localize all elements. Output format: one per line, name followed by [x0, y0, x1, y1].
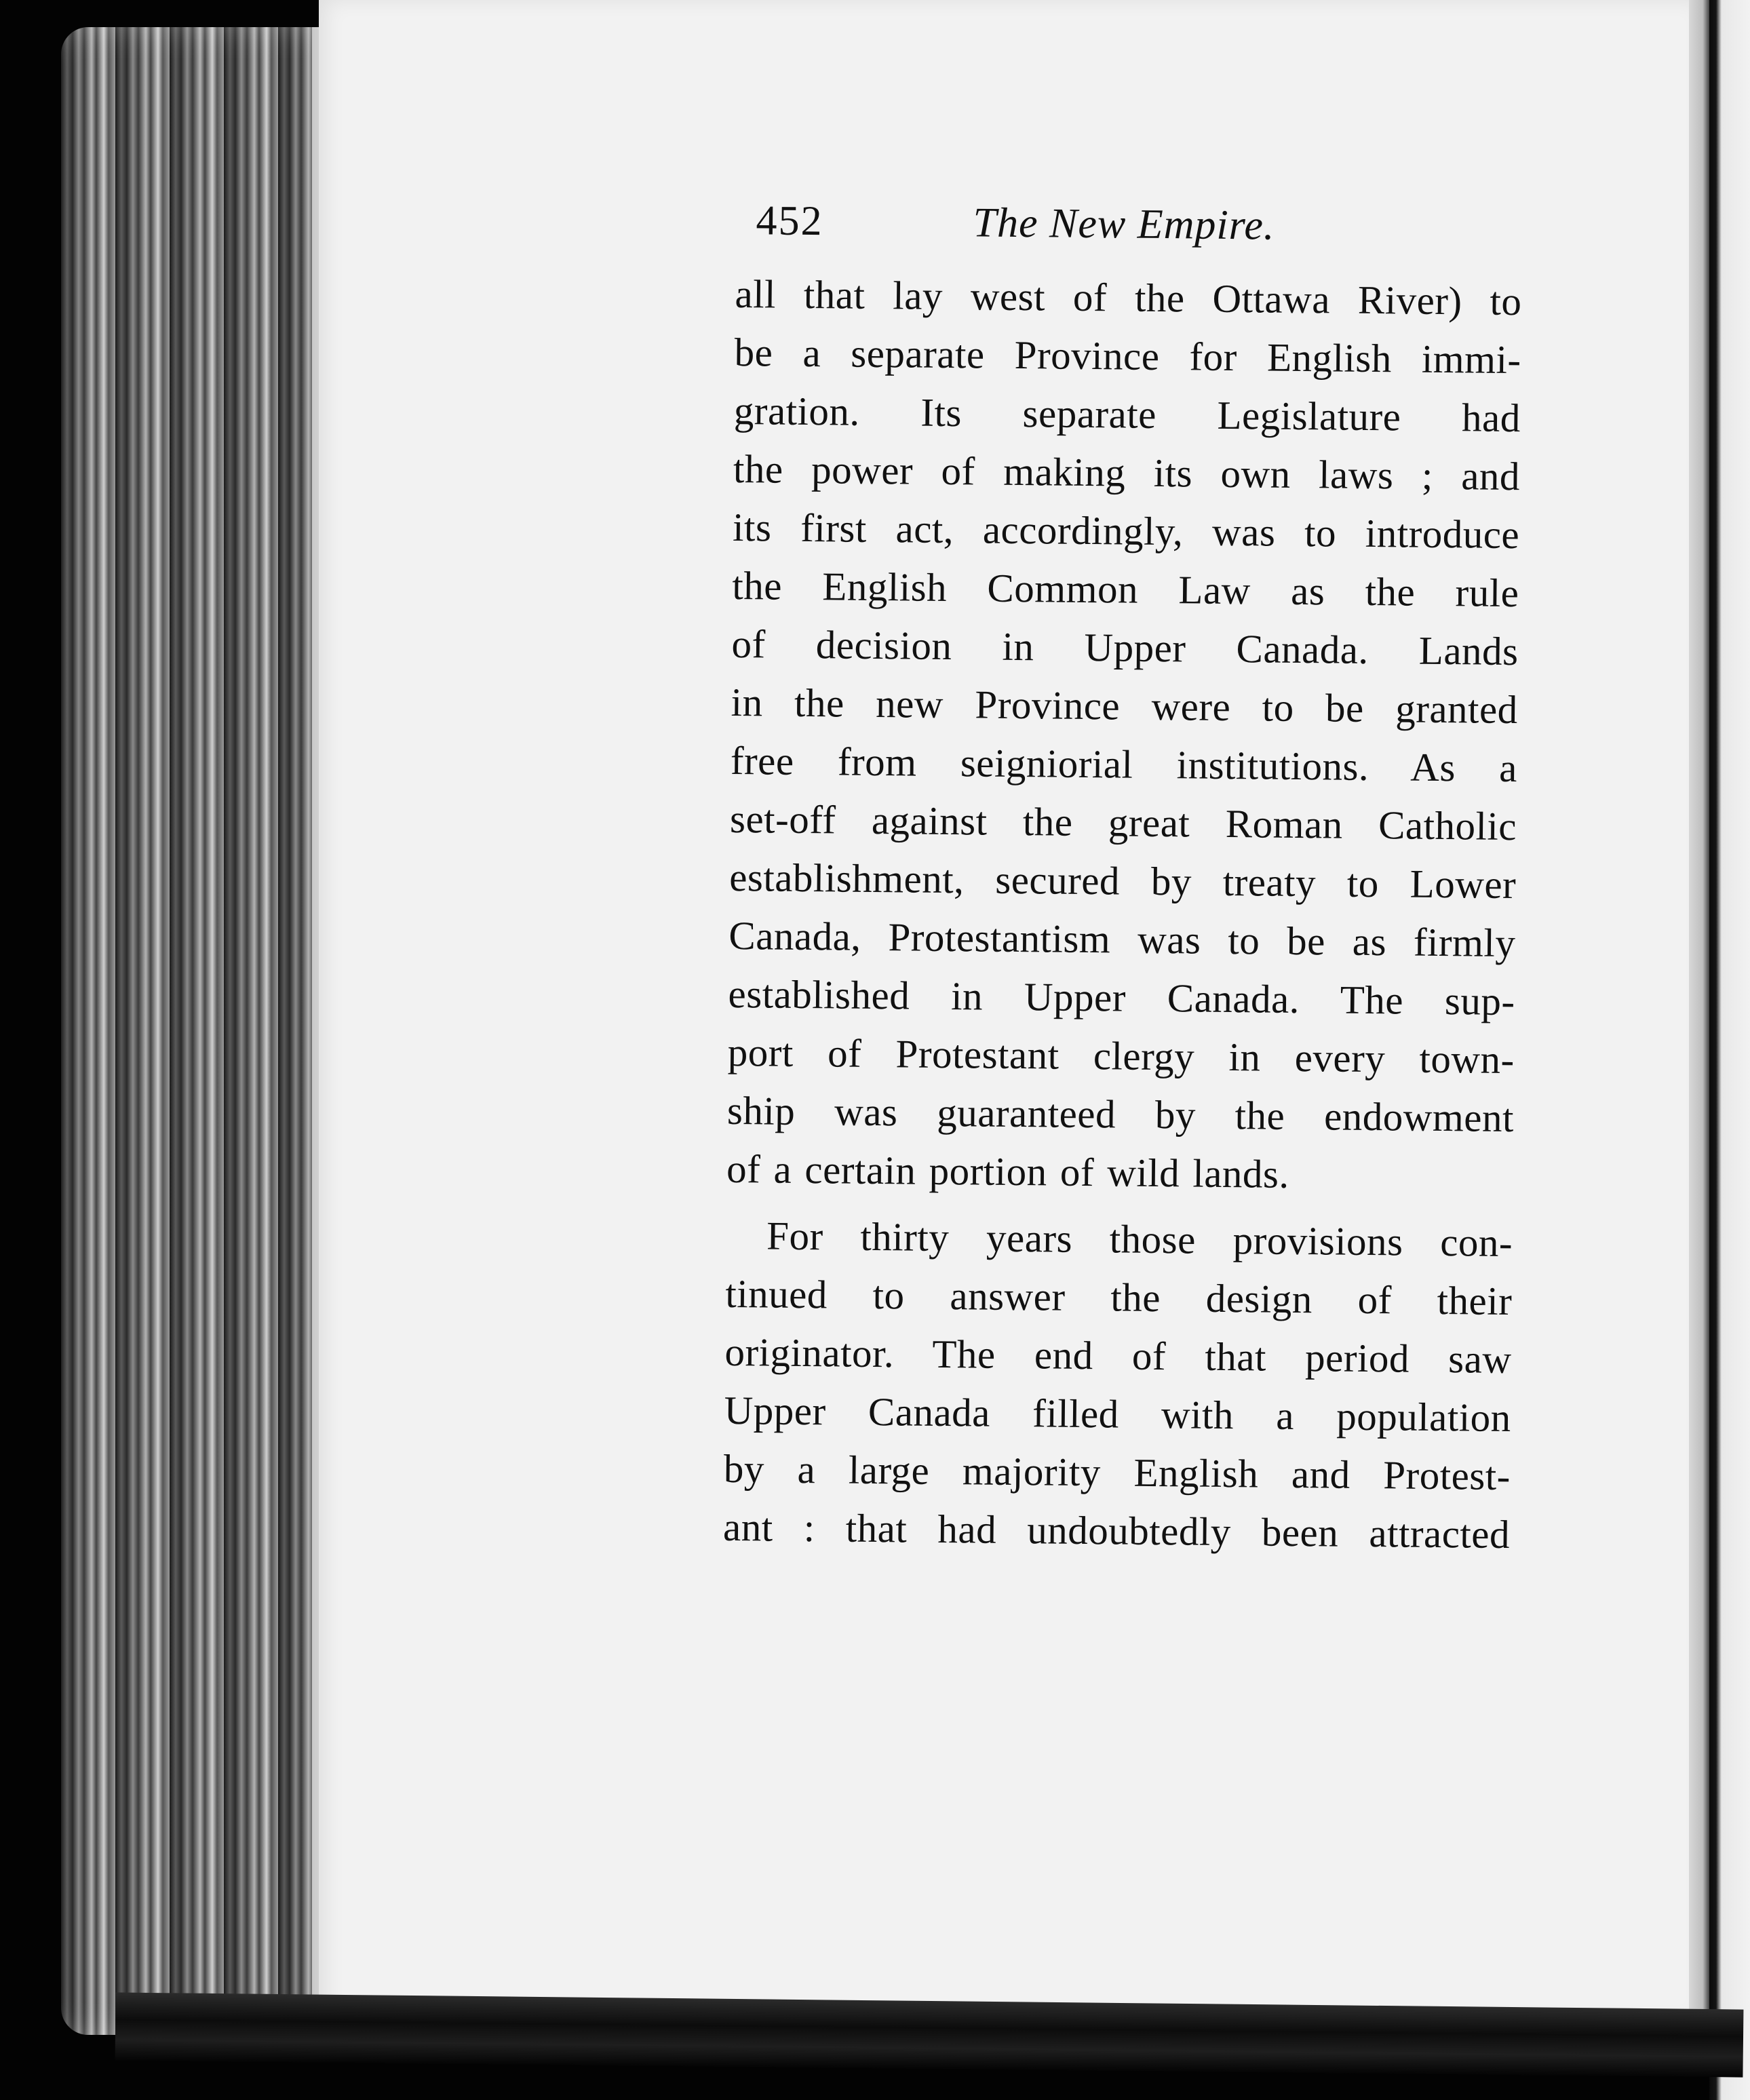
text-line: tinued to answer the design of their: [725, 1270, 1513, 1324]
text-line: all that lay west of the Ottawa River) to: [735, 271, 1522, 324]
text-line: establishment, secured by treaty to Lower: [728, 854, 1517, 908]
text-line: port of Protestant clergy in every town-: [727, 1029, 1515, 1083]
text-line: Canada, Protestantism was to be as firmly: [728, 912, 1516, 966]
page-number: 452: [756, 197, 823, 245]
text-line: ship was guaranteed by the endowment: [726, 1087, 1515, 1141]
running-title: The New Empire.: [973, 199, 1275, 249]
text-line: of decision in Upper Canada. Lands: [731, 621, 1519, 674]
text-line: the English Common Law as the rule: [732, 562, 1519, 616]
text-line: For thirty years those provisions con-: [766, 1213, 1513, 1266]
text-line: ant : that had undoubtedly been attracted: [722, 1504, 1511, 1557]
text-line: its first act, accordingly, was to introduce: [732, 504, 1520, 558]
facing-page-sliver: [1709, 0, 1750, 2100]
text-line: established in Upper Canada. The sup-: [728, 971, 1515, 1024]
text-line: the power of making its own laws ; and: [733, 446, 1521, 499]
right-gutter: [1689, 0, 1712, 2028]
text-line: by a large majority English and Protest-: [723, 1445, 1511, 1499]
text-line: free from seigniorial institutions. As a: [730, 737, 1518, 791]
text-line: be a separate Province for English immi-: [734, 329, 1521, 383]
running-head: [735, 190, 1523, 272]
text-line: originator. The end of that period saw: [724, 1329, 1512, 1382]
text-line: gration. Its separate Legislature had: [733, 387, 1521, 441]
paragraph-1: [726, 265, 1522, 1205]
text-line: in the new Province were to be granted: [731, 679, 1519, 733]
text-line: set-off against the great Roman Catholic: [729, 796, 1517, 849]
text-line: Upper Canada filled with a population: [724, 1387, 1511, 1441]
text-line: of a certain portion of wild lands.: [726, 1146, 1290, 1197]
page-text: [723, 190, 1523, 1563]
paragraph-2: [723, 1206, 1513, 1563]
